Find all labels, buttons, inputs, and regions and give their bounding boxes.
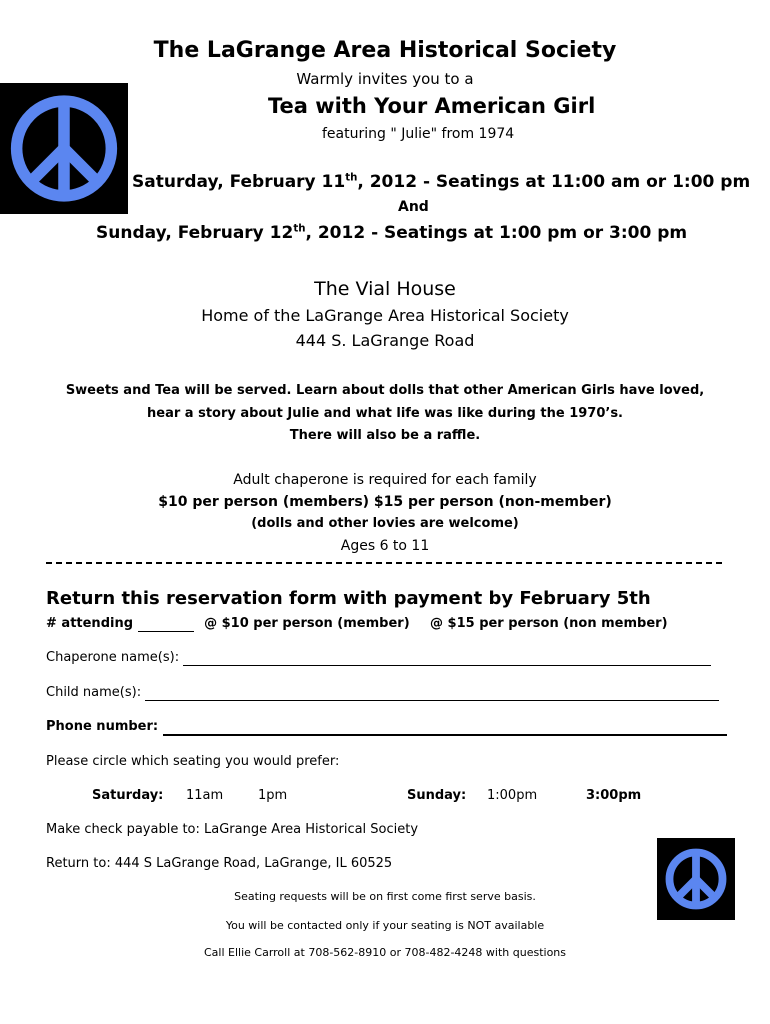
venue-home: Home of the LaGrange Area Historical Society <box>201 306 569 325</box>
saturday-date-line: Saturday, February 11th, 2012 - Seatings at 11:00 am or 1:00 pm <box>132 172 751 192</box>
sunday-date-line: Sunday, February 12th, 2012 - Seatings at 1:00 pm or 3:00 pm <box>96 223 688 243</box>
details-line-2: hear a story about Julie and what life was like during the 1970’s. <box>147 406 623 421</box>
payable-text: Make check payable to: LaGrange Area Historical Society <box>46 822 419 837</box>
page-title: The LaGrange Area Historical Society <box>153 38 617 63</box>
first-come-note: Seating requests will be on first come first serve basis. <box>234 890 536 903</box>
seating-option-sun-3pm[interactable]: 3:00pm <box>586 788 642 803</box>
chaperone-row: Chaperone name(s): <box>46 650 711 666</box>
ages-text: Ages 6 to 11 <box>340 538 430 554</box>
seating-prompt: Please circle which seating you would prefer: <box>46 754 340 769</box>
chaperone-requirement: Adult chaperone is required for each family <box>233 472 537 488</box>
saturday-label: Saturday: <box>92 788 164 803</box>
form-heading: Return this reservation form with payment by February 5th <box>46 588 651 609</box>
child-row: Child name(s): <box>46 685 719 701</box>
and-text: And <box>398 199 429 215</box>
chaperone-name-field[interactable] <box>183 650 711 666</box>
child-name-field[interactable] <box>145 685 719 701</box>
sunday-label: Sunday: <box>407 788 467 803</box>
event-title: Tea with Your American Girl <box>268 94 596 118</box>
nonmember-price: @ $15 per person (non member) <box>430 616 668 631</box>
pricing-text: $10 per person (members) $15 per person (non-member) <box>158 494 612 510</box>
seating-option-sun-1pm[interactable]: 1:00pm <box>487 788 538 803</box>
featuring-text: featuring " Julie" from 1974 <box>322 126 515 142</box>
contact-questions: Call Ellie Carroll at 708-562-8910 or 708-482-4248 with questions <box>203 946 566 959</box>
attending-field[interactable] <box>138 616 194 632</box>
cut-line <box>46 562 722 564</box>
invite-text: Warmly invites you to a <box>296 70 474 88</box>
seating-option-sat-1pm[interactable]: 1pm <box>258 788 288 803</box>
details-line-1: Sweets and Tea will be served. Learn about dolls that other American Girls have loved, <box>65 383 705 398</box>
details-line-3: There will also be a raffle. <box>289 428 481 443</box>
return-address: Return to: 444 S LaGrange Road, LaGrange, IL 60525 <box>46 856 393 871</box>
peace-sign-icon <box>0 83 128 214</box>
dolls-welcome: (dolls and other lovies are welcome) <box>251 516 519 531</box>
contacted-note: You will be contacted only if your seating is NOT available <box>225 919 545 932</box>
peace-sign-icon <box>657 838 735 920</box>
venue-address: 444 S. LaGrange Road <box>295 331 475 350</box>
phone-row: Phone number: <box>46 719 727 736</box>
seating-option-sat-11am[interactable]: 11am <box>186 788 224 803</box>
phone-number-field[interactable] <box>163 719 727 736</box>
venue-name: The Vial House <box>314 278 456 300</box>
attending-row: # attending @ $10 per person (member) <box>46 616 410 631</box>
